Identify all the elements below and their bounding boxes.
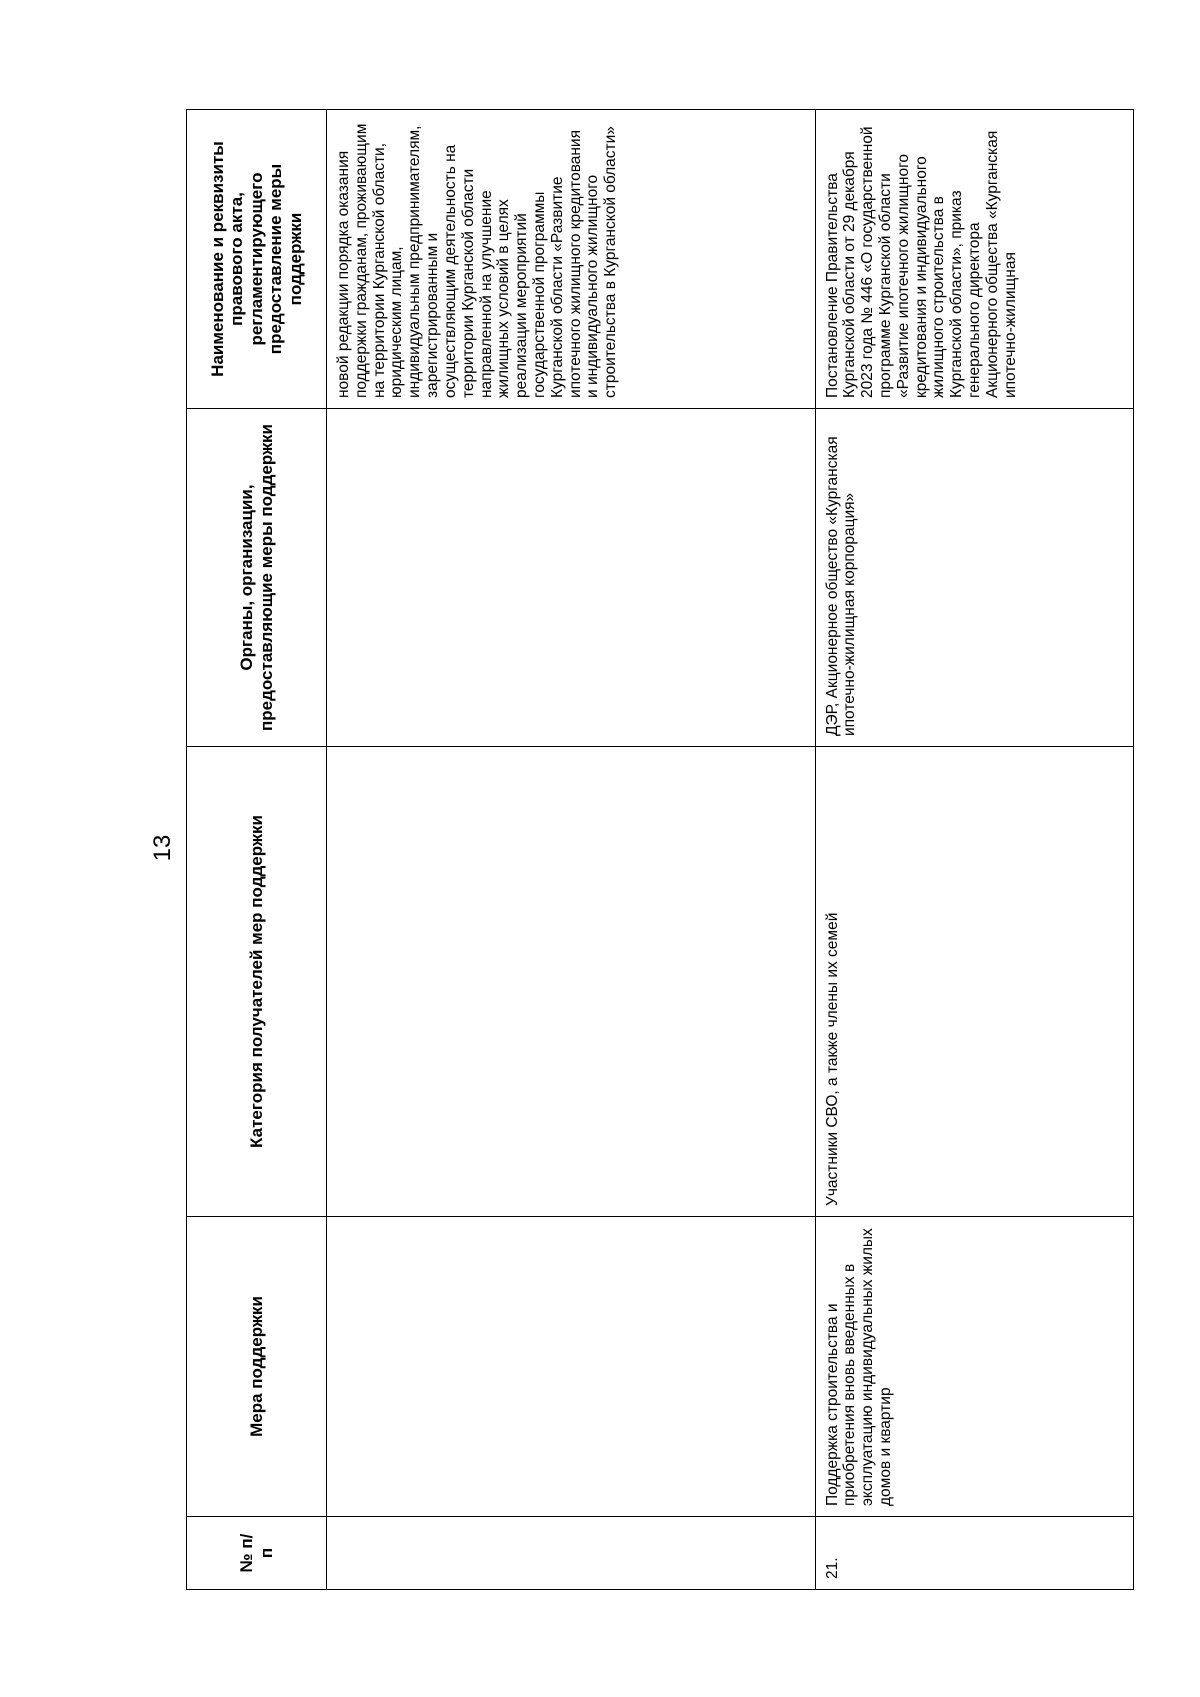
header-num: № п/п [187,1517,327,1590]
table-row [815,110,1133,1590]
cell-measure: Поддержка строительства и приобретения вновь введенных в эксплуатацию индивидуальных жилых домов и квартир [815,1217,1133,1517]
cell-act: Постановление Правительства Курганской области от 29 декабря 2023 года № 446 «О государственной программе Курганской области «Развитие ипотечного жилищного кредитования и индивидуального жилищного строительства в Курганской области», приказ генерального директора Акционерного общества «Курганская ипотечно-жилищная [815,110,1133,409]
header-act: Наименование и реквизиты правового акта, регламентирующего предоставление меры поддержки [187,110,327,409]
cell-category: Участники СВО, а также члены их семей [815,747,1133,1217]
support-measures-table [186,109,1134,1590]
page-number: 13 [149,834,176,862]
table-header-row [187,110,327,1590]
cell-organs: ДЭР, Акционерное общество «Курганская ипотечно-жилищная корпорация» [815,409,1133,747]
table-row [327,110,816,1590]
header-organs: Органы, организации, предоставляющие меры поддержки [187,409,327,747]
cell-num: 21. [815,1517,1133,1590]
cell-num [327,1517,816,1590]
header-measure: Мера поддержки [187,1217,327,1517]
cell-category [327,747,816,1217]
cell-measure [327,1217,816,1517]
cell-organs [327,409,816,747]
cell-act: новой редакции порядка оказания поддержки гражданам, проживающим на территории Курганской области, юридическим лицам, индивидуальным предпринимателям, зарегистрированным и осуществляющим деятельность на территории Курганской области направленной на улучшение жилищных условий в целях реализации мероприятий государственной программы Курганской области «Развитие ипотечного жилищного кредитования и индивидуального жилищного строительства в Курганской области» [327,110,816,409]
rotated-table-wrapper [186,110,1134,1590]
header-category: Категория получателей мер поддержки [187,747,327,1217]
